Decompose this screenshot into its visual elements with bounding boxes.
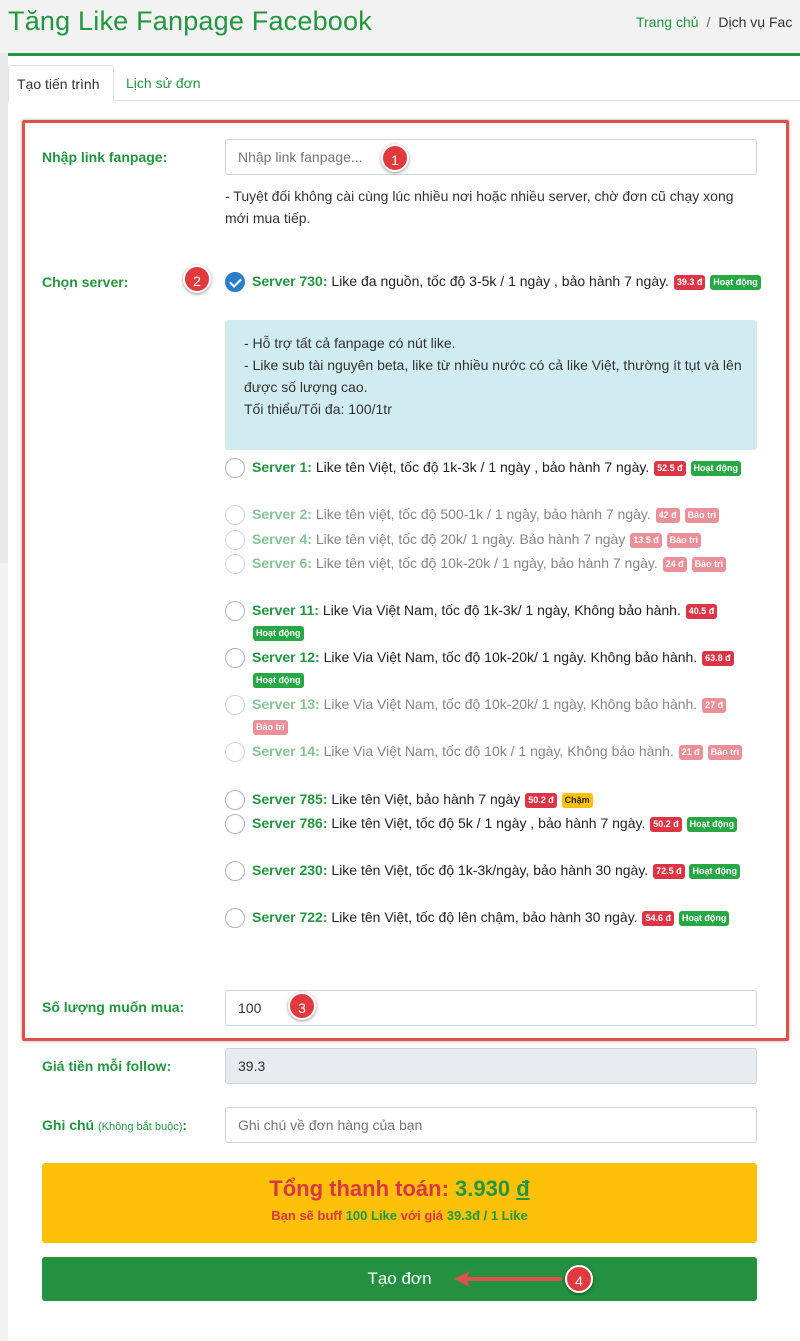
radio-checked-icon[interactable] bbox=[225, 272, 245, 292]
server-name: Server 6: bbox=[252, 555, 312, 571]
server-option[interactable] bbox=[225, 740, 765, 762]
status-badge: Chậm bbox=[562, 793, 593, 808]
status-badge: Bảo trì bbox=[692, 557, 727, 572]
server-option-text bbox=[252, 599, 765, 643]
link-help-text: - Tuyệt đối không cài cùng lúc nhiều nơi hoặc nhiều server, chờ đơn cũ chạy xong mới mua tiếp. bbox=[225, 188, 734, 226]
status-badge: Bảo trì bbox=[685, 508, 720, 523]
breadcrumb-home-link[interactable]: Trang chủ bbox=[636, 14, 699, 30]
step-3-badge: 3 bbox=[288, 992, 316, 1020]
price-badge: 72.5 đ bbox=[653, 864, 685, 879]
server-label: Chọn server: bbox=[42, 274, 129, 290]
price-badge: 63.8 đ bbox=[702, 651, 734, 666]
server-name: Server 14: bbox=[252, 743, 320, 759]
server-name: Server 730: bbox=[252, 273, 328, 289]
radio-icon[interactable] bbox=[225, 554, 245, 574]
server-option-text bbox=[252, 270, 765, 292]
price-badge: 27 đ bbox=[702, 698, 726, 713]
price-badge: 13.5 đ bbox=[630, 533, 662, 548]
server-option-text bbox=[252, 788, 765, 810]
server-description: Like tên Việt, tốc độ 1k-3k/ngày, bảo hành 30 ngày. bbox=[327, 862, 649, 878]
server-name: Server 785: bbox=[252, 791, 328, 807]
note-input[interactable] bbox=[225, 1107, 757, 1143]
status-badge: Bảo trì bbox=[708, 745, 743, 760]
summary-price: 39.3đ / 1 Like bbox=[446, 1208, 528, 1223]
status-badge: Bảo trì bbox=[667, 533, 702, 548]
server-option[interactable] bbox=[225, 906, 765, 928]
radio-icon[interactable] bbox=[225, 790, 245, 810]
total-prefix: Tổng thanh toán: bbox=[269, 1176, 449, 1201]
server-option[interactable] bbox=[225, 599, 765, 643]
radio-icon[interactable] bbox=[225, 695, 245, 715]
radio-icon[interactable] bbox=[225, 601, 245, 621]
breadcrumb bbox=[636, 14, 792, 30]
server-name: Server 230: bbox=[252, 862, 328, 878]
total-summary bbox=[42, 1208, 757, 1223]
server-description: Like Via Việt Nam, tốc độ 10k-20k/ 1 ngày, Không bảo hành. bbox=[319, 696, 698, 712]
server-name: Server 2: bbox=[252, 506, 312, 522]
status-badge: Bảo trì bbox=[253, 720, 288, 735]
server-description: Like tên việt, tốc độ 10k-20k / 1 ngày, bảo hành 7 ngày. bbox=[311, 555, 658, 571]
server-option-text bbox=[252, 906, 765, 928]
server-option-text bbox=[252, 552, 765, 574]
step-4-badge: 4 bbox=[565, 1265, 593, 1293]
server-name: Server 4: bbox=[252, 531, 312, 547]
server-description: Like tên việt, tốc độ 500-1k / 1 ngày, bảo hành 7 ngày. bbox=[311, 506, 651, 522]
summary-quantity: 100 Like bbox=[345, 1208, 398, 1223]
server-description: Like Via Việt Nam, tốc độ 10k-20k/ 1 ngày. Không bảo hành. bbox=[319, 649, 698, 665]
server-option-text bbox=[252, 740, 765, 762]
step-1-badge: 1 bbox=[381, 144, 409, 172]
arrow-pointer-icon bbox=[452, 1269, 564, 1289]
server-option-text bbox=[252, 693, 765, 737]
radio-icon[interactable] bbox=[225, 458, 245, 478]
total-amount: 3.930 bbox=[455, 1176, 511, 1201]
server-option-text bbox=[252, 528, 765, 550]
server-name: Server 13: bbox=[252, 696, 320, 712]
step-2-badge: 2 bbox=[183, 265, 211, 293]
radio-icon[interactable] bbox=[225, 530, 245, 550]
server-name: Server 1: bbox=[252, 459, 312, 475]
price-badge: 39.3 đ bbox=[674, 275, 706, 290]
total-box bbox=[42, 1163, 757, 1243]
tab-order-history[interactable]: Lịch sử đơn bbox=[126, 75, 201, 91]
server-description: Like Via Việt Nam, tốc độ 10k / 1 ngày, Không bảo hành. bbox=[319, 743, 674, 759]
server-option[interactable] bbox=[225, 456, 765, 478]
status-badge: Hoạt động bbox=[679, 911, 730, 926]
server-name: Server 12: bbox=[252, 649, 320, 665]
radio-icon[interactable] bbox=[225, 742, 245, 762]
price-badge: 54.6 đ bbox=[642, 911, 674, 926]
note-label-text: Ghi chú bbox=[42, 1117, 95, 1133]
link-label: Nhập link fanpage: bbox=[42, 149, 168, 165]
radio-icon[interactable] bbox=[225, 648, 245, 668]
status-badge: Hoạt động bbox=[253, 673, 304, 688]
total-currency: đ bbox=[516, 1176, 530, 1201]
summary-prefix: Bạn sẽ buff bbox=[271, 1208, 343, 1223]
server-description: Like tên Việt, tốc độ 1k-3k / 1 ngày , bảo hành 7 ngày. bbox=[311, 459, 650, 475]
radio-icon[interactable] bbox=[225, 814, 245, 834]
server-description: Like tên Việt, bảo hành 7 ngày bbox=[327, 791, 521, 807]
create-order-button[interactable]: Tạo đơn bbox=[42, 1257, 757, 1301]
tabs bbox=[8, 65, 800, 101]
radio-icon[interactable] bbox=[225, 505, 245, 525]
status-badge: Hoạt động bbox=[689, 864, 740, 879]
server-option-text bbox=[252, 456, 765, 478]
server-option-text bbox=[252, 812, 765, 834]
server-info-box bbox=[225, 320, 757, 450]
total-title bbox=[42, 1176, 757, 1202]
server-option[interactable] bbox=[225, 812, 765, 834]
server-description: Like Via Việt Nam, tốc độ 1k-3k/ 1 ngày, Không bảo hành. bbox=[318, 602, 681, 618]
left-gutter bbox=[0, 53, 8, 563]
note-label bbox=[42, 1117, 187, 1133]
server-option-text bbox=[252, 503, 765, 525]
note-optional-text: (Không bắt buộc) bbox=[98, 1121, 183, 1133]
price-badge: 52.5 đ bbox=[654, 461, 686, 476]
tab-create-order[interactable]: Tạo tiến trình bbox=[8, 65, 114, 102]
server-option[interactable] bbox=[225, 270, 765, 292]
server-option-text bbox=[252, 859, 765, 881]
status-badge: Hoạt động bbox=[691, 461, 742, 476]
order-card bbox=[8, 53, 800, 1341]
server-name: Server 722: bbox=[252, 909, 328, 925]
server-description: Like tên Việt, tốc độ 5k / 1 ngày , bảo hành 7 ngày. bbox=[327, 815, 646, 831]
page-title: Tăng Like Fanpage Facebook bbox=[8, 6, 372, 36]
status-badge: Hoạt động bbox=[253, 626, 304, 641]
info-line-1: - Hỗ trợ tất cả fanpage có nút like. bbox=[244, 335, 456, 351]
server-description: Like đa nguồn, tốc độ 3-5k / 1 ngày , bảo hành 7 ngày. bbox=[327, 273, 669, 289]
server-name: Server 786: bbox=[252, 815, 328, 831]
price-badge: 42 đ bbox=[656, 508, 680, 523]
info-line-3: Tối thiểu/Tối đa: 100/1tr bbox=[244, 401, 392, 417]
status-badge: Hoạt động bbox=[710, 275, 761, 290]
server-option-text bbox=[252, 646, 765, 690]
highlight-box bbox=[22, 120, 789, 1041]
price-field: 39.3 bbox=[225, 1048, 757, 1084]
breadcrumb-current: Dịch vụ Fac bbox=[718, 14, 793, 30]
price-label: Giá tiền mỗi follow: bbox=[42, 1058, 172, 1074]
price-badge: 21 đ bbox=[679, 745, 703, 760]
price-badge: 24 đ bbox=[663, 557, 687, 572]
server-option[interactable] bbox=[225, 503, 765, 525]
breadcrumb-separator: / bbox=[706, 14, 711, 30]
page-header bbox=[0, 0, 800, 52]
server-description: Like tên Việt, tốc độ lên chậm, bảo hành 30 ngày. bbox=[327, 909, 638, 925]
server-option[interactable] bbox=[225, 788, 765, 810]
server-option[interactable] bbox=[225, 859, 765, 881]
radio-icon[interactable] bbox=[225, 861, 245, 881]
status-badge: Hoạt động bbox=[687, 817, 738, 832]
server-name: Server 11: bbox=[252, 602, 319, 618]
fanpage-link-input[interactable] bbox=[225, 139, 757, 175]
server-option[interactable] bbox=[225, 693, 765, 737]
server-option[interactable] bbox=[225, 646, 765, 690]
server-description: Like tên việt, tốc độ 20k/ 1 ngày. Bảo hành 7 ngày bbox=[311, 531, 626, 547]
quantity-label: Số lượng muốn mua: bbox=[42, 999, 185, 1015]
server-option[interactable] bbox=[225, 528, 765, 550]
price-badge: 40.5 đ bbox=[686, 604, 718, 619]
server-option[interactable] bbox=[225, 552, 765, 574]
info-line-2: - Like sub tài nguyên beta, like từ nhiều nước có cả like Việt, thường ít tụt và lên được số lượng cao. bbox=[244, 357, 742, 395]
radio-icon[interactable] bbox=[225, 908, 245, 928]
price-badge: 50.2 đ bbox=[650, 817, 682, 832]
summary-mid: với giá bbox=[400, 1208, 444, 1223]
price-badge: 50.2 đ bbox=[525, 793, 557, 808]
note-label-colon: : bbox=[182, 1117, 188, 1133]
